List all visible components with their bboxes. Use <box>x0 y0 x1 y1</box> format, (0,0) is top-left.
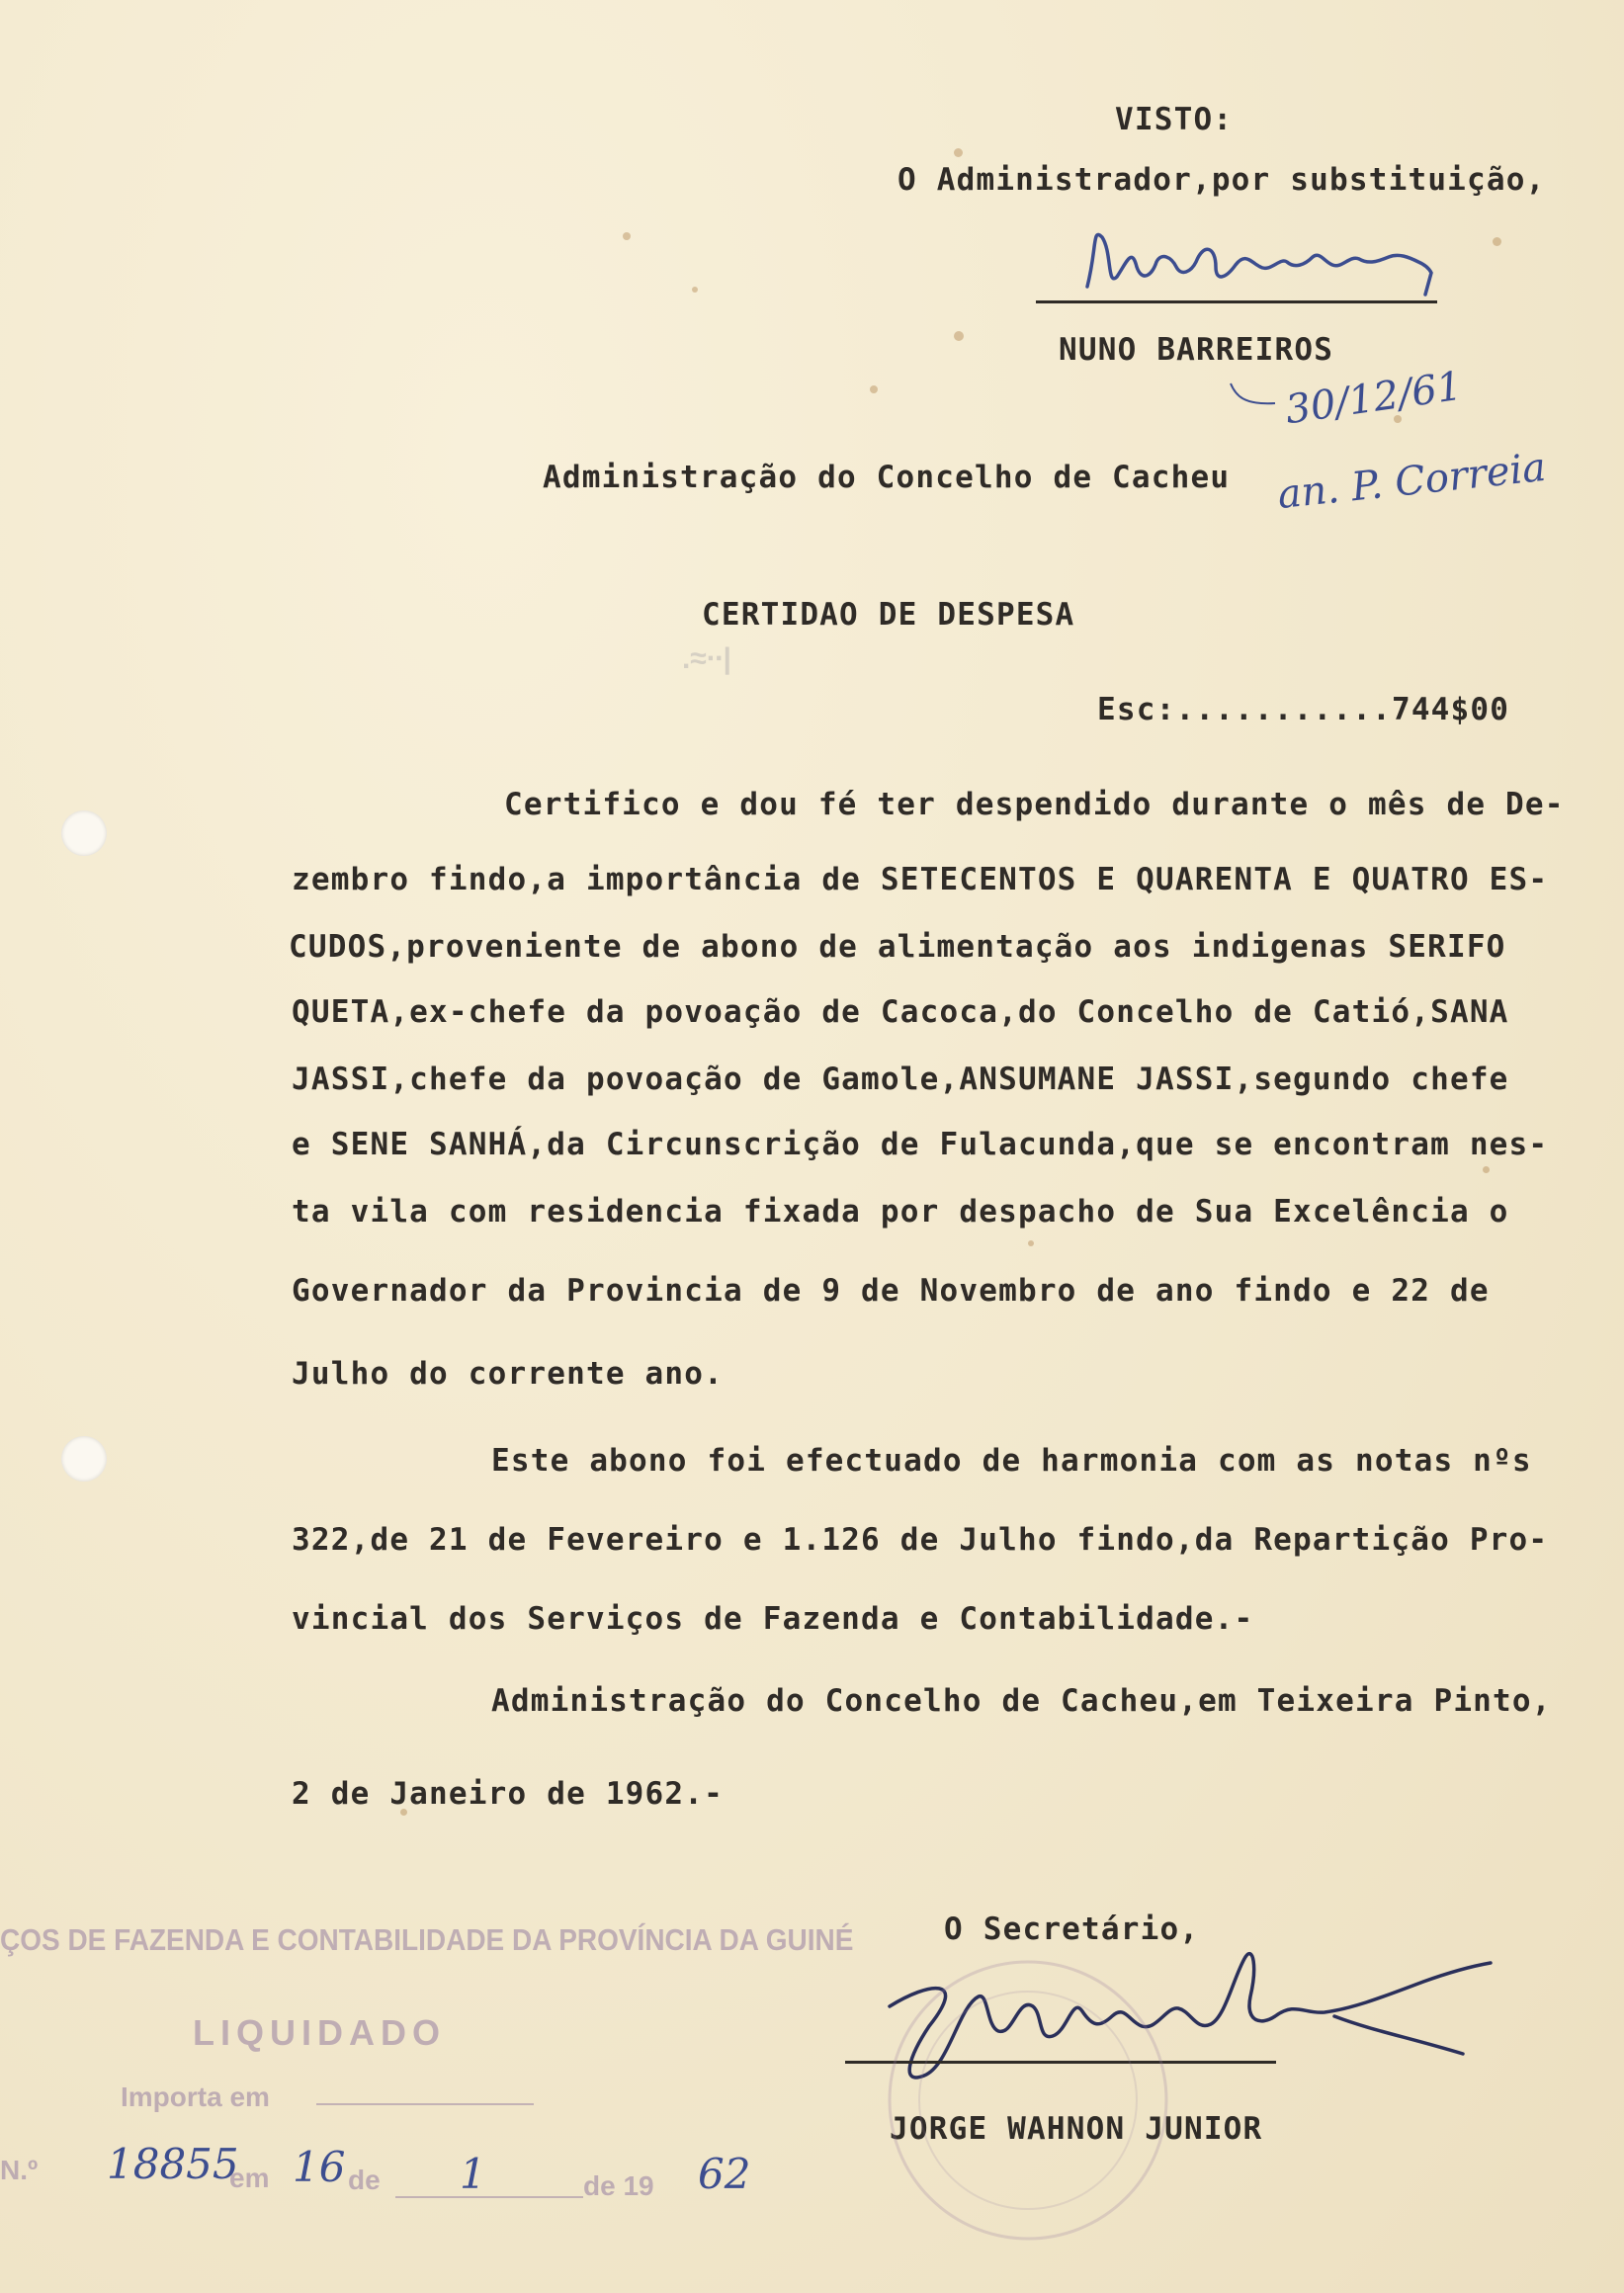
body-line: QUETA,ex-chefe da povoação de Cacoca,do Concelho de Catió,SANA <box>292 994 1509 1030</box>
stain <box>623 232 631 240</box>
stamp-handwritten-number: 18855 <box>107 2140 239 2188</box>
stamp-handwritten-day: 16 <box>293 2143 346 2191</box>
stain <box>954 148 963 157</box>
stain <box>870 385 878 393</box>
handwritten-check-mark <box>1226 376 1285 425</box>
body-line: zembro findo,a importância de SETECENTOS E QUARENTA E QUATRO ES- <box>292 862 1549 897</box>
stamp-de-1: de <box>348 2165 381 2195</box>
body-line: e SENE SANHÁ,da Circunscrição de Fulacunda,que se encontram nes- <box>292 1127 1549 1162</box>
visto-name: NUNO BARREIROS <box>1059 332 1334 368</box>
stamp-handwritten-year: 62 <box>698 2150 751 2198</box>
stain <box>1493 237 1501 246</box>
stamp-em: em <box>229 2163 270 2193</box>
visto-title: VISTO: <box>1115 102 1234 137</box>
stamp-importa-line <box>316 2103 534 2105</box>
stamp-liquidado: LIQUIDADO <box>193 2012 446 2053</box>
body-line: ta vila com residencia fixada por despacho de Sua Excelência o <box>292 1194 1509 1230</box>
body-line: Administração do Concelho de Cacheu,em Teixeira Pinto, <box>491 1683 1552 1719</box>
stamp-importa: Importa em <box>121 2081 270 2112</box>
body-line: Certifico e dou fé ter despendido durante o mês de De- <box>504 787 1565 822</box>
stain <box>1483 1166 1490 1173</box>
stain <box>1028 1240 1034 1246</box>
stamp-handwritten-month: 1 <box>460 2150 486 2198</box>
body-line: 2 de Janeiro de 1962.- <box>292 1776 724 1812</box>
amount-line: Esc:...........744$00 <box>1097 692 1510 727</box>
handwritten-date: 30/12/61 <box>1282 363 1465 434</box>
secretary-role: O Secretário, <box>944 1911 1200 1947</box>
punch-hole-top <box>61 810 107 856</box>
document-title: CERTIDAO DE DESPESA <box>702 597 1075 633</box>
visto-role: O Administrador,por substituição, <box>897 162 1546 198</box>
body-line: Este abono foi efectuado de harmonia com as notas nºs <box>491 1443 1532 1479</box>
administrator-signature-line <box>1036 300 1437 303</box>
stamp-date-line <box>395 2196 583 2198</box>
body-line: Julho do corrente ano. <box>292 1356 724 1392</box>
handwritten-initials: an. P. Correia <box>1275 444 1549 519</box>
secretary-name: JORGE WAHNON JUNIOR <box>890 2111 1263 2147</box>
body-line: JASSI,chefe da povoação de Gamole,ANSUMANE JASSI,segundo chefe <box>292 1062 1509 1097</box>
body-line: 322,de 21 de Fevereiro e 1.126 de Julho findo,da Repartição Pro- <box>292 1522 1549 1558</box>
body-line: Governador da Provincia de 9 de Novembro de ano findo e 22 de <box>292 1273 1490 1309</box>
body-line: vincial dos Serviços de Fazenda e Contabilidade.- <box>292 1601 1254 1637</box>
round-seal <box>880 1952 1176 2249</box>
punch-hole-bottom <box>61 1436 107 1482</box>
body-line: CUDOS,proveniente de abono de alimentação aos indigenas SERIFO <box>289 929 1506 965</box>
office-heading: Administração do Concelho de Cacheu <box>543 460 1231 495</box>
stamp-header: ÇOS DE FAZENDA E CONTABILIDADE DA PROVÍNCIA DA GUINÉ <box>0 1922 854 1957</box>
stamp-de-2: de 19 <box>583 2170 654 2201</box>
stain <box>954 331 964 341</box>
stain <box>692 287 698 293</box>
faint-mark: .≈∙∙| <box>682 642 731 675</box>
stamp-number-prefix: N.º <box>0 2155 39 2185</box>
